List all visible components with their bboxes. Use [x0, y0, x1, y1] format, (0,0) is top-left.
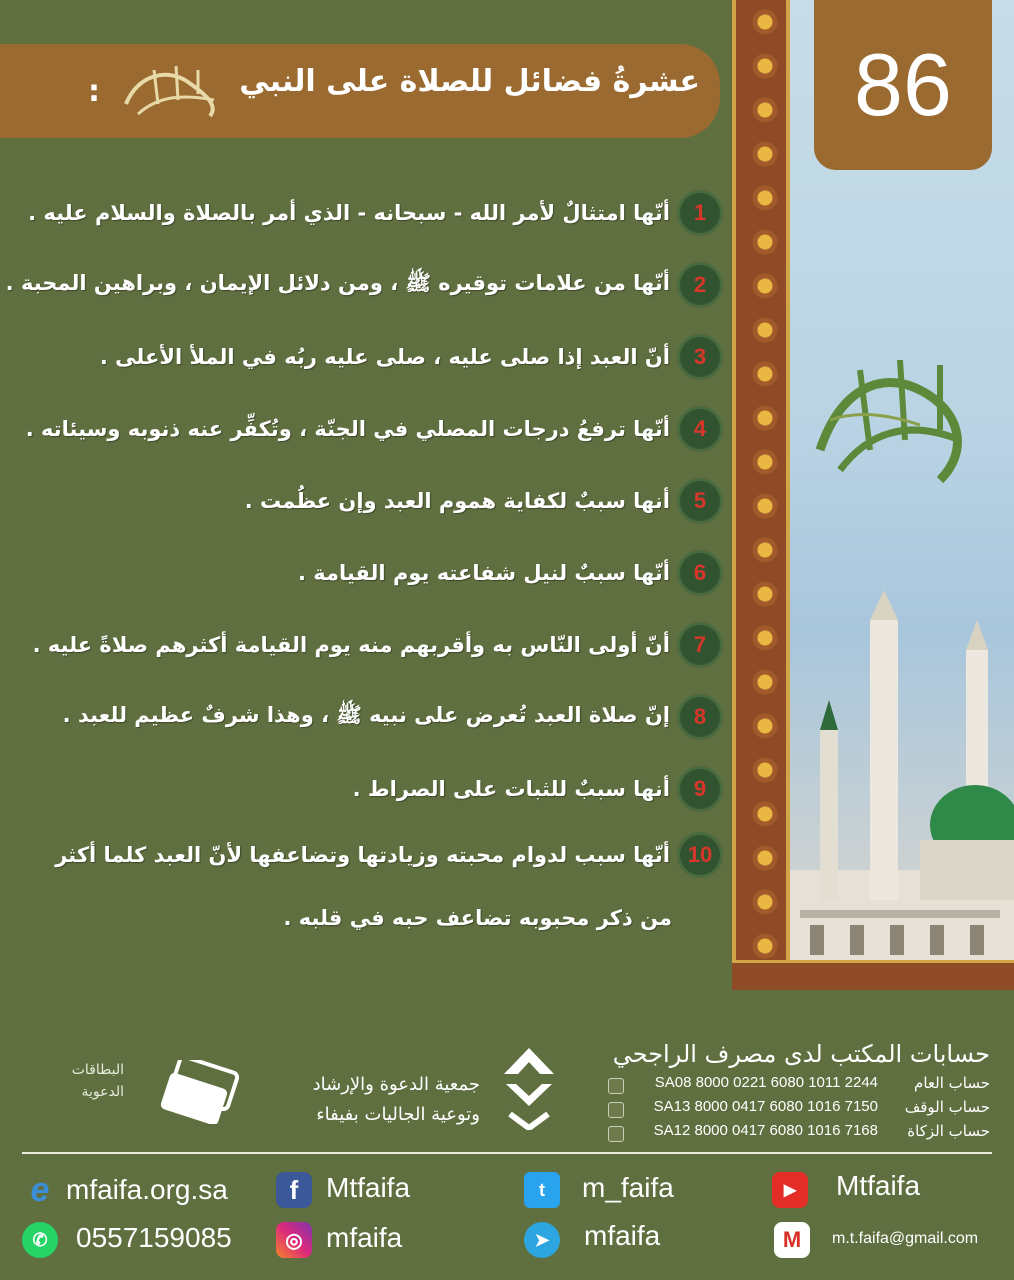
item-number-badge: 5 [680, 481, 720, 521]
item-number-badge: 3 [680, 337, 720, 377]
item-text: أنّ أولى النّاس به وأقربهم منه يوم القيامة أكثرهم صلاةً عليه . [32, 633, 670, 657]
email-link[interactable]: m.t.faifa@gmail.com [832, 1230, 979, 1247]
twitter-link[interactable]: m_faifa [582, 1172, 674, 1203]
ornament-border-bottom [732, 960, 1014, 990]
calligraphy-seal-image [800, 330, 1000, 500]
facebook-link[interactable]: Mtfaifa [326, 1172, 411, 1203]
list-item [20, 830, 720, 880]
bank-icon [608, 1102, 624, 1118]
twitter-icon: t [524, 1172, 560, 1208]
list-item [20, 620, 720, 670]
item-number-badge: 2 [680, 265, 720, 305]
title-colon: : [88, 74, 100, 109]
mosque-image [790, 590, 1014, 968]
facebook-icon: f [276, 1172, 312, 1208]
org-logo-icon [496, 1044, 562, 1130]
item-number-badge: 6 [680, 553, 720, 593]
account-label: حساب الزكاة [907, 1122, 990, 1140]
item-text: أنّها سبب لدوام محبته وزيادتها وتضاعفها لأنّ العبد كلما أكثر [55, 843, 670, 867]
item-number-badge: 9 [680, 769, 720, 809]
cards-label-line2: الدعوية [81, 1084, 124, 1100]
instagram-link[interactable]: mfaifa [326, 1222, 403, 1253]
list-item [20, 404, 720, 454]
item-text-continuation: من ذكر محبوبه تضاعف حبه في قلبه . [283, 906, 672, 930]
item-number-badge: 7 [680, 625, 720, 665]
title-bar [0, 44, 720, 138]
cards-icon [160, 1060, 240, 1124]
account-iban: SA08 8000 0221 6080 1011 2244 [654, 1074, 878, 1091]
item-text: أنها سببٌ لكفاية هموم العبد وإن عظُمت . [244, 489, 670, 513]
telegram-icon: ➤ [524, 1222, 560, 1258]
item-text: أنّها ترفعُ درجات المصلي في الجنّة ، وتُكفِّر عنه ذنوبه وسيئاته . [25, 417, 670, 441]
gmail-icon: M [774, 1222, 810, 1258]
telegram-link[interactable]: mfaifa [584, 1220, 661, 1251]
bank-icon [608, 1126, 624, 1142]
org-name-line2: وتوعية الجاليات بفيفاء [316, 1104, 480, 1125]
website-link[interactable]: mfaifa.org.sa [66, 1174, 228, 1205]
whatsapp-number[interactable]: 0557159085 [76, 1222, 232, 1253]
account-label: حساب العام [914, 1074, 990, 1092]
instagram-icon: ◎ [276, 1222, 312, 1258]
list-item [20, 692, 720, 742]
bank-icon [608, 1078, 624, 1094]
list-item [20, 332, 720, 382]
item-number-badge: 10 [680, 835, 720, 875]
ornament-border [732, 0, 790, 990]
item-text: أنها سببٌ للثبات على الصراط . [352, 777, 670, 801]
account-iban: SA12 8000 0417 6080 1016 7168 [653, 1122, 878, 1139]
youtube-link[interactable]: Mtfaifa [836, 1170, 921, 1201]
footer-divider [22, 1152, 992, 1154]
bank-title: حسابات المكتب لدى مصرف الراجحي [612, 1040, 990, 1068]
whatsapp-icon: ✆ [22, 1222, 58, 1258]
account-iban: SA13 8000 0417 6080 1016 7150 [653, 1098, 878, 1115]
item-number-badge: 4 [680, 409, 720, 449]
item-text: أنّها من علامات توقيره ﷺ ، ومن دلائل الإيمان ، وبراهين المحبة . [5, 270, 670, 295]
item-number-badge: 1 [680, 193, 720, 233]
footer [0, 1000, 1014, 1280]
list-item [20, 548, 720, 598]
list-item [20, 188, 720, 238]
item-number-badge: 8 [680, 697, 720, 737]
cards-label-line1: البطاقات [71, 1062, 124, 1078]
item-text: أنّها سببٌ لنيل شفاعته يوم القيامة . [297, 561, 670, 585]
card-title: عشرةُ فضائل للصلاة على النبي [239, 64, 700, 99]
list-item [20, 764, 720, 814]
salawat-seal-icon [118, 60, 226, 122]
org-name-line1: جمعية الدعوة والإرشاد [312, 1074, 480, 1095]
item-text: إنّ صلاة العبد تُعرض على نبيه ﷺ ، وهذا شرفٌ عظيم للعبد . [62, 702, 670, 727]
list-item [20, 476, 720, 526]
item-text: أنّ العبد إذا صلى عليه ، صلى عليه ربُه في الملأ الأعلى . [99, 345, 670, 369]
account-label: حساب الوقف [904, 1098, 990, 1116]
website-icon: e [30, 1170, 50, 1209]
card-number: 86 [814, 0, 992, 170]
item-text: أنّها امتثالٌ لأمر الله - سبحانه - الذي أمر بالصلاة والسلام عليه . [28, 201, 670, 225]
list-item [5, 260, 720, 310]
youtube-icon: ▶ [772, 1172, 808, 1208]
